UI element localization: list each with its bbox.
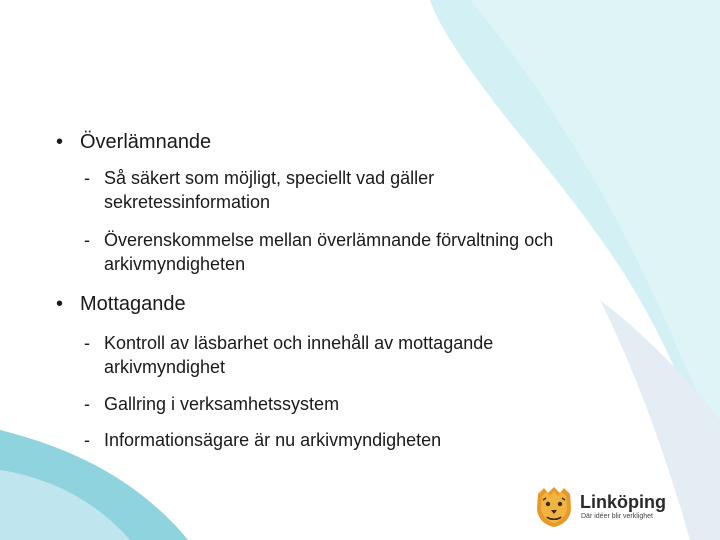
bullet-marker: •	[56, 131, 64, 153]
dash-marker: -	[84, 430, 90, 450]
dash-marker: -	[84, 168, 90, 188]
logo-name: Linköping	[580, 492, 666, 512]
bullet-label: Överlämnande	[80, 131, 212, 153]
sub-item-text: Så säkert som möjligt, speciellt vad gäller sekretessinformation	[104, 168, 435, 212]
bullet-label: Mottagande	[80, 293, 186, 315]
sub-item-text: Överenskommelse mellan överlämnande förvaltning och arkivmyndigheten	[104, 230, 554, 274]
logo-tagline: Där idéer blir verklighet	[581, 513, 653, 520]
sub-item-text: Gallring i verksamhetssystem	[104, 394, 340, 414]
lion-crest-icon	[534, 486, 574, 528]
sub-item-text: Kontroll av läsbarhet och innehåll av mottagande arkivmyndighet	[104, 333, 494, 377]
bullet-marker: •	[56, 293, 64, 315]
dash-marker: -	[84, 333, 90, 353]
dash-marker: -	[84, 230, 90, 250]
sub-item-text: Informationsägare är nu arkivmyndigheten	[104, 430, 442, 450]
linkoping-logo	[534, 486, 684, 534]
dash-marker: -	[84, 394, 90, 414]
